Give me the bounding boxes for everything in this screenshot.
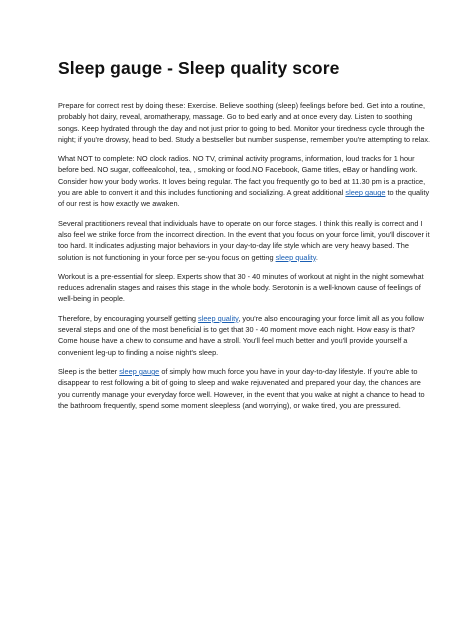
paragraph-text: to the quality of our rest is how exactly we awaken. [58, 188, 430, 209]
paragraph-text: Prepare for correct rest by doing these: Exercise. Believe soothing (sleep) feelings before bed. Get into a routine, probably hot dairy, reveal, aromatherapy, massage. Go to bed early and at once every day. Listen to soothing songs. Keep hydrated through the day and not just prior to going to bed. Monitor your tiredness cycle through the night; if you're drowsy, head to bed. Study a bestseller but number suspense, remember you're attempting to relax. [58, 101, 431, 144]
paragraph-sleep-better [58, 366, 434, 411]
paragraph-text: Sleep is the better [58, 366, 120, 376]
paragraph-text: What NOT to complete: NO clock radios. NO TV, criminal activity programs, information, loud tracks for 1 hour before bed. NO sugar, coffeealcohol, tea, , smoking or food.NO Facebook, Game titles, eBay or handling work. Consider how your body works. It loves being regular. The fact you frequently go to bed at 11.30 pm is a practice, you are able to convert it and this includes functioning and socializing. A great additional [58, 154, 426, 198]
paragraph-encouraging [58, 313, 434, 358]
sleep-quality-link[interactable]: sleep quality [275, 252, 316, 262]
paragraph-force-stages [58, 218, 434, 263]
paragraph-text: Several practitioners reveal that individuals have to operate on our force stages. I think this really is correct and I also feel we strike force from the incorrect direction. In the event that you focus on your force limit, you'll discover it too hard. It indicates adjusting major behaviors in your day-to-day life style which are very heavy based. The solution is not functioning in your force per se-you focus on getting [58, 218, 430, 262]
paragraph-text: Workout is a pre-essential for sleep. Experts show that 30 - 40 minutes of workout at night in the night somewhat reduces adrenalin stages and raises this stage in the whole body. Serotonin is a well-known cause of feelings of well-being in people. [58, 271, 424, 304]
sleep-quality-link[interactable]: sleep quality [198, 313, 239, 323]
paragraph-workout [58, 271, 434, 305]
sleep-gauge-link[interactable]: sleep gauge [345, 188, 386, 198]
paragraph-text: . [315, 252, 318, 262]
paragraph-preparation [58, 100, 434, 145]
paragraph-text: of simply how much force you have in your day-to-day lifestyle. If you're able to disappear to rest following a bit of going to sleep and wake rejuvenated and prepared your day, the chances are you currently manage your everyday force well. However, in the event that you wake at night a chance to head to the bathroom frequently, spend some moment sleepless (and worrying), or wake tired, you are pressured. [58, 366, 425, 410]
paragraph-text: Therefore, by encouraging yourself getting [58, 313, 199, 323]
paragraph-what-not-to-do [58, 153, 434, 209]
sleep-gauge-link[interactable]: sleep gauge [119, 366, 160, 376]
page-title: Sleep gauge - Sleep quality score [58, 58, 340, 78]
paragraph-text: , you're also encouraging your force limit all as you follow several steps and one of the most beneficial is to get that 30 - 40 moment move each night. How easy is that? Come house have a chew to consume and have a stroll. You'll feel much better and you'll provide yourself a convenient leg-up to finding a noise night's sleep. [58, 313, 424, 357]
